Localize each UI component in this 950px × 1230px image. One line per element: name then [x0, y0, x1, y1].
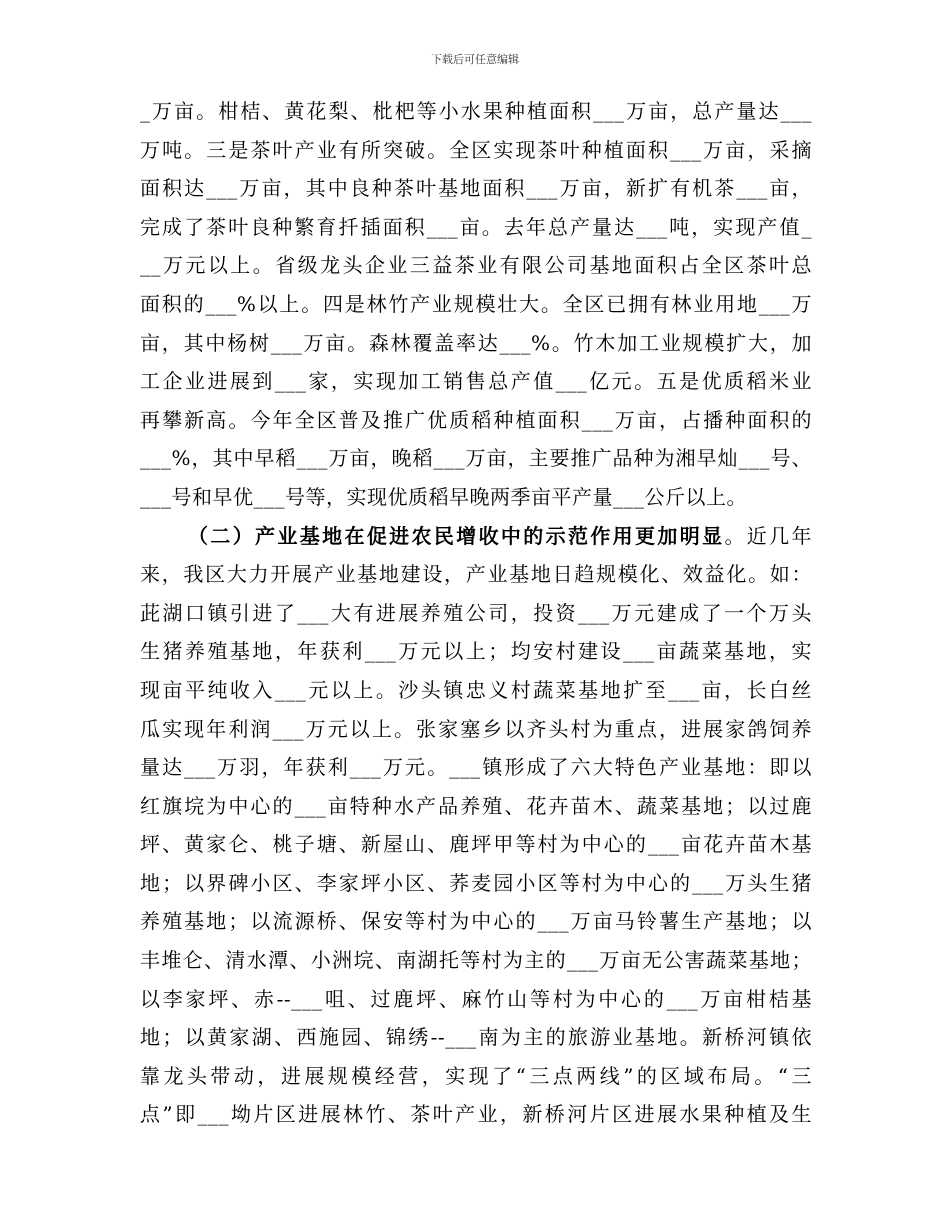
text-line: ___号和早优___号等，实现优质稻早晚两季亩平产量___公斤以上。 [140, 484, 747, 509]
text-line: 再攀新高。今年全区普及推广优质稻种植面积___万亩，占播种面积的 [140, 407, 812, 432]
page-header: 下载后可任意编辑 [431, 53, 519, 66]
text-line: 完成了茶叶良种繁育扦插面积___亩。去年总产量达___吨，实现产值_ [140, 214, 812, 239]
text-line: ___%，其中早稻___万亩，晚稻___万亩，主要推广品种为湘早灿___号、 [140, 446, 812, 471]
text-line: 来，我区大力开展产业基地建设，产业基地日趋规模化、效益化。如： [140, 562, 812, 587]
text-line: 坪、黄家仑、桃子塘、新屋山、鹿坪甲等村为中心的___亩花卉苗木基 [140, 832, 812, 857]
text-line: 点”即___坳片区进展林竹、茶叶产业，新桥河片区进展水果种植及生 [140, 1102, 812, 1127]
section-heading: （二）产业基地在促进农民增收中的示范作用更加明显 [188, 523, 725, 548]
text-line: 面积的___%以上。四是林竹产业规模壮大。全区已拥有林业用地___万 [140, 291, 812, 316]
text-line: __万元以上。省级龙头企业三益茶业有限公司基地面积占全区茶叶总 [140, 253, 812, 278]
text-line: 瓜实现年利润___万元以上。张家塞乡以齐头村为重点，进展家鸽饲养 [140, 716, 812, 741]
section-heading-line [140, 517, 812, 556]
text-line: 茈湖口镇引进了___大有进展养殖公司，投资___万元建成了一个万头 [140, 600, 812, 625]
text-line: 量达___万羽，年获利___万元。___镇形成了六大特色产业基地：即以 [140, 755, 812, 780]
text-line: 丰堆仑、清水潭、小洲垸、南湖托等村为主的___万亩无公害蔬菜基地； [140, 948, 812, 973]
text-line: 现亩平纯收入___元以上。沙头镇忠义村蔬菜基地扩至___亩，长白丝 [140, 677, 812, 702]
section-heading-rest: 。近几年 [724, 523, 813, 548]
text-line: 万吨。三是茶叶产业有所突破。全区实现茶叶种植面积___万亩，采摘 [140, 137, 812, 162]
text-line: 生猪养殖基地，年获利___万元以上；均安村建设___亩蔬菜基地，实 [140, 639, 812, 664]
text-line: 养殖基地；以流源桥、保安等村为中心的___万亩马铃薯生产基地；以 [140, 909, 812, 934]
document-body [140, 92, 812, 1134]
text-line: 红旗垸为中心的___亩特种水产品养殖、花卉苗木、蔬菜基地；以过鹿 [140, 793, 812, 818]
text-line: 地；以黄家湖、西施园、锦绣--___南为主的旅游业基地。新桥河镇依 [140, 1025, 812, 1050]
text-line: 靠龙头带动，进展规模经营，实现了“三点两线”的区域布局。“三 [140, 1063, 812, 1088]
text-line: 地；以界碑小区、李家坪小区、荞麦园小区等村为中心的___万头生猪 [140, 870, 812, 895]
text-line: 亩，其中杨树___万亩。森林覆盖率达___%。竹木加工业规模扩大，加 [140, 330, 812, 355]
text-line: 面积达___万亩，其中良种茶叶基地面积___万亩，新扩有机茶___亩， [140, 176, 812, 201]
text-line: _万亩。柑桔、黄花梨、枇杷等小水果种植面积___万亩，总产量达___ [140, 99, 812, 123]
text-line: 以李家坪、赤--___咀、过鹿坪、麻竹山等村为中心的___万亩柑桔基 [140, 986, 812, 1011]
text-line: 工企业进展到___家，实现加工销售总产值___亿元。五是优质稻米业 [140, 369, 812, 394]
